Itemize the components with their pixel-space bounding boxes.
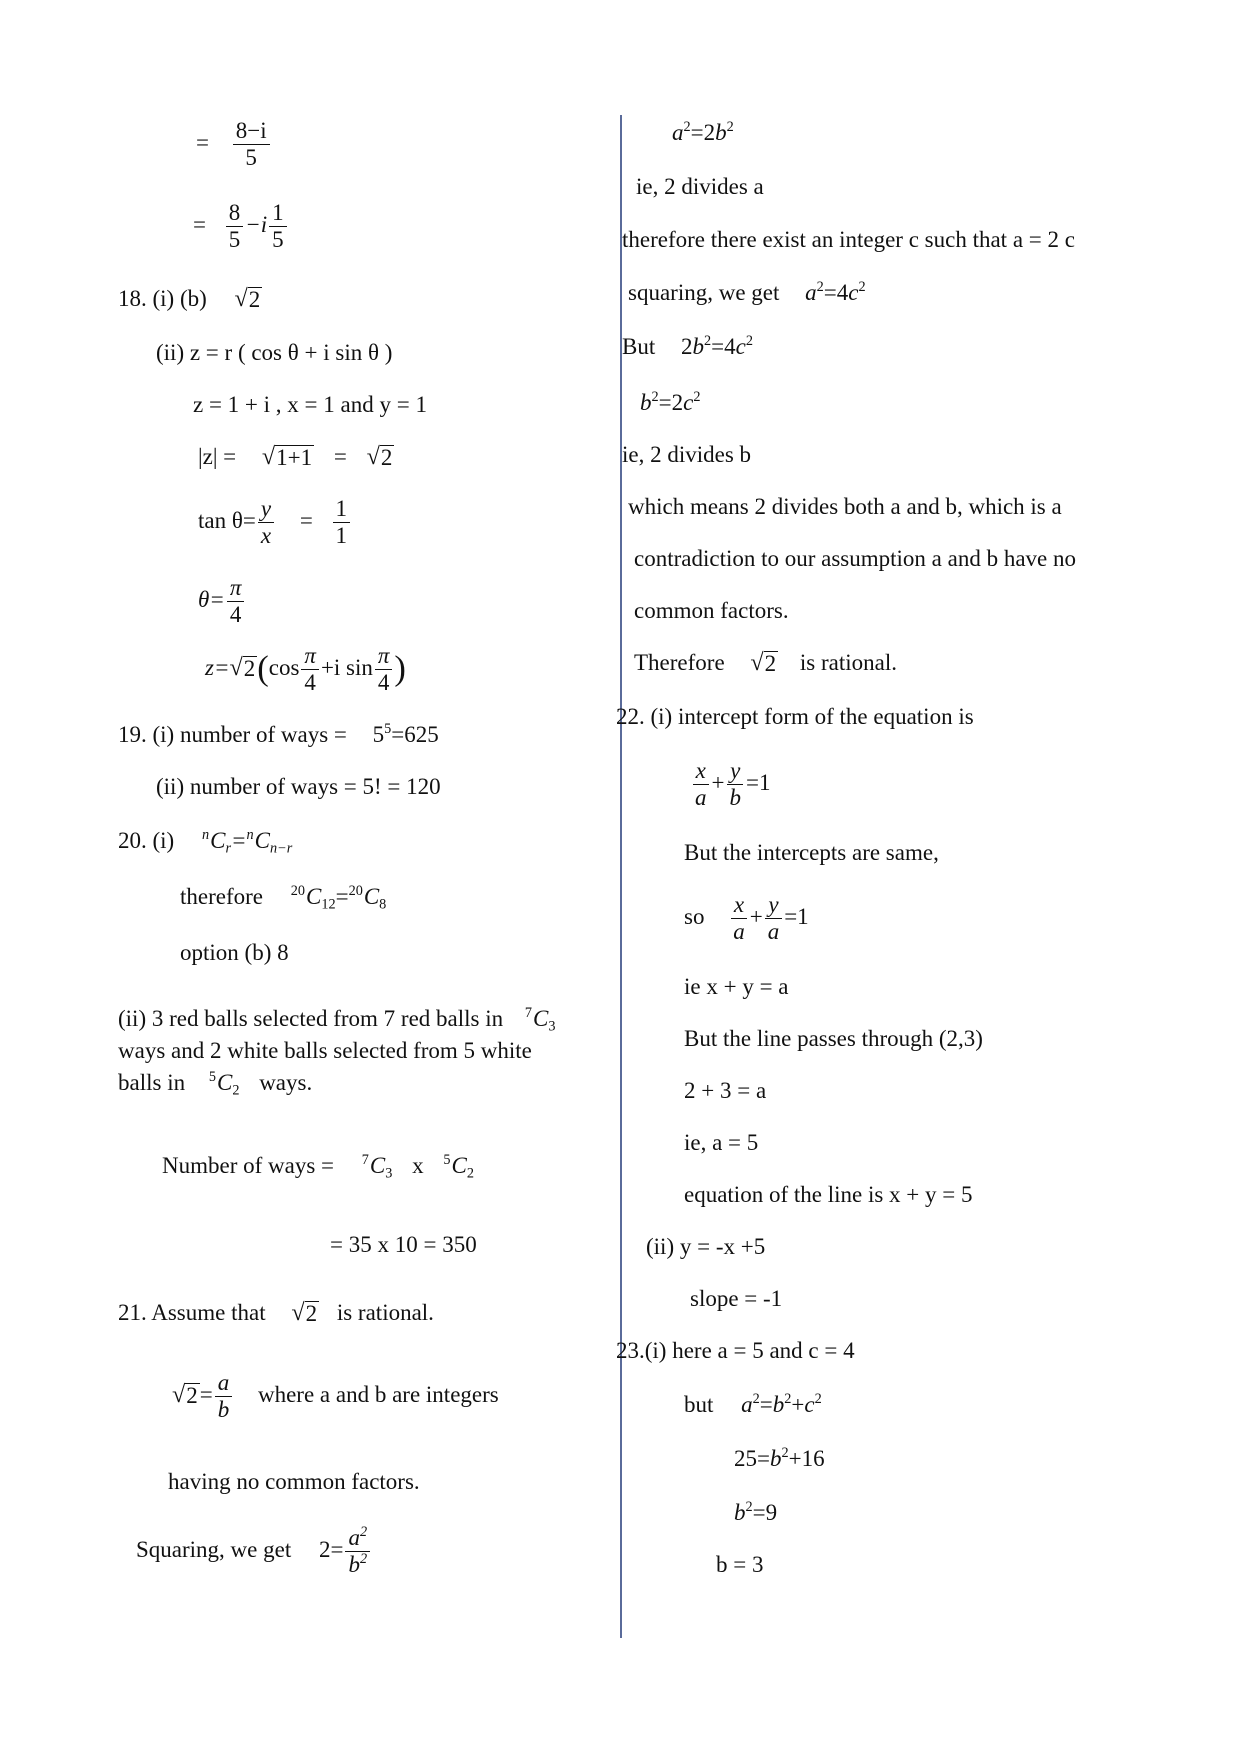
combination-c: C [451,1153,467,1178]
q21-squaring [136,1525,372,1579]
numerator: π [227,575,245,602]
rhs: =9 [752,1500,778,1525]
var-a: a [672,120,684,145]
q23-step-b2 [734,1500,777,1526]
superscript: 5 [443,1152,451,1169]
step-line-2 [193,200,289,254]
right-line-7: ie, 2 divides b [622,442,752,467]
denominator: a [695,785,707,811]
superscript: 5 [208,1069,216,1086]
combination-c: C [369,1153,386,1178]
rhs: +16 [788,1446,825,1471]
q22-ii: (ii) y = -x +5 [646,1234,766,1259]
var-b: b [772,1392,785,1417]
q18-polar-result: z= √ 2 (cos $\frac{\pi}{4}$ +i sin $\frac{\pi}{4}$ ) [205,643,406,696]
q18-modulus [198,444,394,470]
q22-same: But the intercepts are same, [684,840,939,865]
var-b: b [692,334,704,359]
square-root: √ 2 [234,285,261,312]
q19-i-text: 19. (i) number of ways = [118,722,347,747]
radicand: 1+1 [276,445,313,470]
q21-equation [172,1370,499,1424]
fraction [333,496,351,550]
denominator: 4 [377,670,390,696]
combination-c: C [363,884,380,909]
q21-having: having no common factors. [168,1469,420,1494]
q20-ii-line1 [118,1005,556,1035]
square-root: √ 2 [229,654,256,682]
q19-i [118,722,439,748]
q22-slope: slope = -1 [690,1286,783,1311]
equals-sign: = [333,444,347,469]
squaring-label: squaring, we get [628,280,780,305]
q22-intercept-eq [690,758,770,812]
square-root: √ 2 [366,443,393,470]
exponent: 2 [814,1391,822,1408]
q20-i-label: 20. (i) [118,828,175,853]
right-line-6 [640,390,700,416]
combination-c: C [254,828,270,853]
var-c: c [735,334,746,359]
radicand: 2 [380,445,393,470]
q22-heading: 22. (i) intercept form of the equation is [616,704,974,729]
combination-c: C [216,1070,233,1095]
q20-ii-text: balls in [118,1070,186,1095]
fraction [301,643,319,697]
but-label: But [622,334,656,359]
numerator: 1 [269,200,287,227]
numerator: y [765,892,781,919]
mid: =4 [711,334,736,359]
times-sign: x [412,1153,424,1178]
modulus-label: |z| = [198,444,237,469]
equals-sign: = [759,1392,773,1417]
subscript: 2 [232,1082,240,1099]
subscript: 8 [379,896,387,913]
square-root: √ 2 [172,1381,198,1409]
denominator: 1 [335,523,348,549]
var-c: c [804,1392,815,1417]
q22-so-eq [684,892,809,946]
theta-label: θ= [198,587,225,613]
exponent: 2 [816,279,824,296]
fraction [726,758,744,812]
right-line-2: ie, 2 divides a [636,174,764,199]
equals-sign: = [199,1382,213,1408]
var-b: b [715,120,727,145]
plus-sign: + [711,770,725,796]
lhs: 25= [734,1446,770,1471]
denominator: 5 [228,227,241,253]
numerator: π [375,643,393,670]
imaginary-term: −i [245,212,268,238]
squaring-label: Squaring, we get [136,1537,292,1563]
var-c: c [683,390,694,415]
mid: =2 [658,390,684,415]
so-label: so [684,904,705,930]
fraction [258,496,274,550]
exponent: 2 [651,389,659,406]
q19-ii: (ii) number of ways = 5! = 120 [156,774,441,799]
var-b: b [734,1500,746,1525]
denominator: 5 [245,145,257,171]
result: =625 [391,722,439,747]
denominator: 5 [272,227,284,253]
q20-i [118,827,293,857]
q21-text: 21. Assume that [118,1300,266,1325]
superscript: 7 [361,1152,369,1169]
subscript: 3 [548,1018,556,1035]
radicand: 2 [248,287,261,312]
square-root: √ 2 [750,649,777,676]
subscript-n-r: n−r [269,840,293,857]
equals-sign: = [335,884,349,909]
mid: =2 [690,120,716,145]
exponent: 5 [384,721,392,738]
combination-c: C [210,828,226,853]
var-a: a [805,280,817,305]
q20-ii-line3 [118,1069,313,1099]
q21-text: is rational. [336,1300,434,1325]
exponent: 2 [745,333,753,350]
conclusion: is rational. [799,650,897,675]
numerator: x [693,758,709,785]
q18-theta [198,575,246,629]
right-line-5 [622,334,753,360]
numerator: 8−i [233,118,270,145]
right-line-9: contradiction to our assumption a and b have no [634,546,1077,571]
numerator: a [348,1525,360,1550]
radicand: 2 [305,1301,318,1326]
exponent: 2 [781,1445,789,1462]
right-line-8: which means 2 divides both a and b, which is a [628,494,1062,519]
z-label: z= [205,655,230,681]
numerator: y [727,758,743,785]
right-line-4 [628,280,866,306]
combination-c: C [533,1006,549,1031]
q18-ii-polar-form: (ii) z = r ( cos θ + i sin θ ) [156,340,393,365]
exponent: 2 [745,1499,753,1516]
fraction [730,892,748,946]
fraction [227,575,245,629]
exponent: 2 [726,119,734,136]
but-label: but [684,1392,714,1417]
q20-result: = 35 x 10 = 350 [330,1232,477,1257]
q20-number-of-ways [162,1152,474,1182]
exponent: 2 [683,119,691,136]
right-line-3: therefore there exist an integer c such that a = 2 c [622,227,1075,252]
fraction [215,1370,233,1424]
var-a: a [741,1392,753,1417]
denominator: a [733,919,745,945]
right-eq-1 [672,120,734,146]
radicand: 2 [243,656,256,682]
exponent: 2 [703,333,712,350]
equals-sign: = [193,212,206,238]
q22-line-equation: equation of the line is x + y = 5 [684,1182,973,1207]
fraction [692,758,710,812]
numerator: a [215,1370,233,1397]
exponent: 2 [858,279,866,296]
q22-sum: 2 + 3 = a [684,1078,767,1103]
superscript: 20 [348,883,363,900]
q21-assume [118,1300,434,1326]
q18-answer [118,286,262,312]
subscript: 12 [321,896,336,913]
denominator: b [348,1552,360,1578]
q22-passes: But the line passes through (2,3) [684,1026,983,1051]
superscript: 20 [290,883,305,900]
plus-sign: + [791,1392,805,1417]
mid: =4 [823,280,849,305]
number-of-ways-label: Number of ways = [162,1153,335,1178]
q23-b-value: b = 3 [716,1552,764,1577]
question-label: 18. (i) (b) [118,286,207,311]
numerator: 8 [226,200,244,227]
fraction [226,200,244,254]
equals-sign: = [299,508,313,534]
var-b: b [769,1446,782,1471]
cos-label: cos [268,655,300,681]
coef: 2 [680,334,693,359]
q20-option: option (b) 8 [180,940,289,965]
equals-one: =1 [784,904,809,930]
numerator: 1 [333,496,351,523]
equals-one: =1 [745,770,771,796]
equals-sign: = [196,130,209,156]
fraction [375,643,393,697]
numerator: y [258,496,274,523]
exponent: 2 [784,1391,792,1408]
radicand: 2 [764,651,777,676]
q22-ie: ie x + y = a [684,974,789,999]
exponent: 2 [693,389,701,406]
subscript-r: r [225,840,231,857]
subscript: 3 [385,1165,393,1182]
q21-where-text: where a and b are integers [257,1382,499,1408]
fraction [345,1525,370,1579]
combination-c: C [306,884,322,909]
q18-tan [198,496,352,550]
superscript-n: n [246,827,254,844]
denominator: b [217,1397,230,1423]
superscript: 7 [524,1005,533,1022]
var-c: c [848,280,859,305]
superscript-n: n [201,827,210,844]
radicand: 2 [186,1383,198,1409]
numerator: x [731,892,747,919]
tan-label: tan θ= [198,508,256,534]
therefore-label: Therefore [634,650,725,675]
denominator: x [260,523,272,549]
q20-ii-text-end: ways. [259,1070,313,1095]
q23-heading: 23.(i) here a = 5 and c = 4 [616,1338,855,1363]
step-line-1 [196,118,272,172]
q20-ii-line2: ways and 2 white balls selected from 5 white [118,1038,532,1063]
right-line-10: common factors. [634,598,789,623]
q23-step-25 [734,1446,825,1472]
base: 5 [372,722,385,747]
denominator: a [767,919,780,945]
denominator: 4 [304,670,316,696]
lhs: 2= [318,1537,344,1563]
plus-sign: + [749,904,763,930]
fraction [233,118,270,172]
denominator: b [729,785,741,811]
numerator: π [301,643,319,670]
plus-i-sin: +i sin [320,655,373,681]
exponent: 2 [752,1391,760,1408]
fraction [269,200,287,254]
var-b: b [640,390,652,415]
q20-ii-text: (ii) 3 red balls selected from 7 red balls in [118,1006,504,1031]
right-line-11 [634,650,897,676]
denominator: 4 [229,602,242,628]
subscript: 2 [466,1165,474,1182]
q18-z-values: z = 1 + i , x = 1 and y = 1 [193,392,427,417]
exponent: 2 [359,1551,368,1568]
q20-therefore [180,883,387,913]
exponent: 2 [359,1524,368,1541]
square-root: √ 2 [291,1299,318,1326]
equals-sign: = [230,828,247,853]
therefore-label: therefore [180,884,263,909]
q22-a-value: ie, a = 5 [684,1130,759,1155]
q23-but [684,1392,822,1418]
square-root: √ 1+1 [261,443,313,470]
fraction [765,892,783,946]
